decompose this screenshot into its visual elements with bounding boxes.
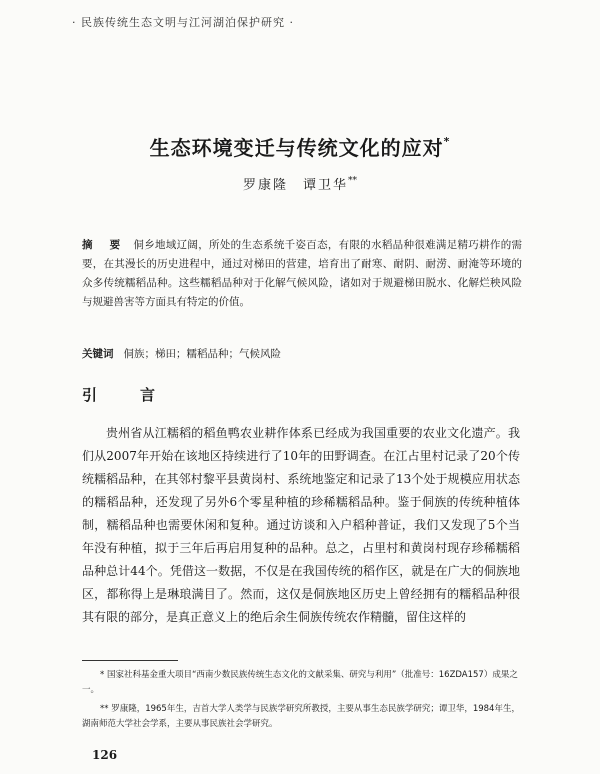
abstract <box>82 236 522 312</box>
body-paragraph: 贵州省从江糯稻的稻鱼鸭农业耕作体系已经成为我国重要的农业文化遗产。我们从2007年开始在该地区持续进行了10年的田野调查。在江占里村记录了20个传统糯稻品种，在其邻村黎平县黄岗村、系统地鉴定和记录了13个处于规模应用状态的糯稻品种，还发现了另外6个零星种植的珍稀糯稻品种。鉴于侗族的传统种植体制，糯稻品种也需要休闲和复种。通过访谈和入户稻种普证，我们又发现了5个当年没有种植，拟于三年后再启用复种的品种。总之，占里村和黄岗村现存珍稀糯稻品种总计44个。凭借这一数据，不仅是在我国传统的稻作区，就是在广大的侗族地区，都称得上是琳琅满目了。然而，这仅是侗族地区历史上曾经拥有的糯稻品种很其有限的部分，是真正意义上的绝后余生侗族传统农作精髓，留住这样的 <box>82 426 520 624</box>
page-number: 126 <box>92 748 118 762</box>
footnote-divider <box>82 660 178 661</box>
author-line <box>0 174 600 193</box>
author-footnote-mark: ** <box>348 176 357 186</box>
running-header: · 民族传统生态文明与江河湖泊保护研究 · <box>72 16 294 29</box>
abstract-label: 摘 要 <box>82 239 124 251</box>
title-text: 生态环境变迁与传统文化的应对 <box>149 136 444 160</box>
keywords-label: 关键词 <box>82 348 114 360</box>
footnote-funding: * 国家社科基金重大项目“西南少数民族传统生态文化的文献采集、研究与利用”（批准号：16ZDA157）成果之一。 <box>82 670 518 695</box>
authors-text: 罗康隆 谭卫华 <box>242 178 348 193</box>
title-footnote-mark: * <box>443 135 451 148</box>
footnote-authors: ** 罗康隆，1965年生，吉首大学人类学与民族学研究所教授，主要从事生态民族学研究；谭卫华，1984年生，湖南师范大学社会学系，主要从事民族社会学研究。 <box>82 704 520 729</box>
article-title <box>0 132 600 161</box>
footnotes <box>82 668 522 736</box>
abstract-text: 侗乡地域辽阔，所处的生态系统千姿百态，有限的水稻品种很难满足精巧耕作的需要，在其漫长的历史进程中，通过对梯田的营建，培育出了耐寒、耐阴、耐涝、耐淹等环境的众多传统糯稻品种。这些糯稻品种对于化解气候风险，诸如对于规避梯田脱水、化解烂秧风险与规避兽害等方面具有特定的价值。 <box>82 239 523 308</box>
keywords-text: 侗族；梯田；糯稻品种；气候风险 <box>123 348 281 360</box>
section-heading: 引 言 <box>82 386 170 404</box>
keywords <box>82 345 522 364</box>
